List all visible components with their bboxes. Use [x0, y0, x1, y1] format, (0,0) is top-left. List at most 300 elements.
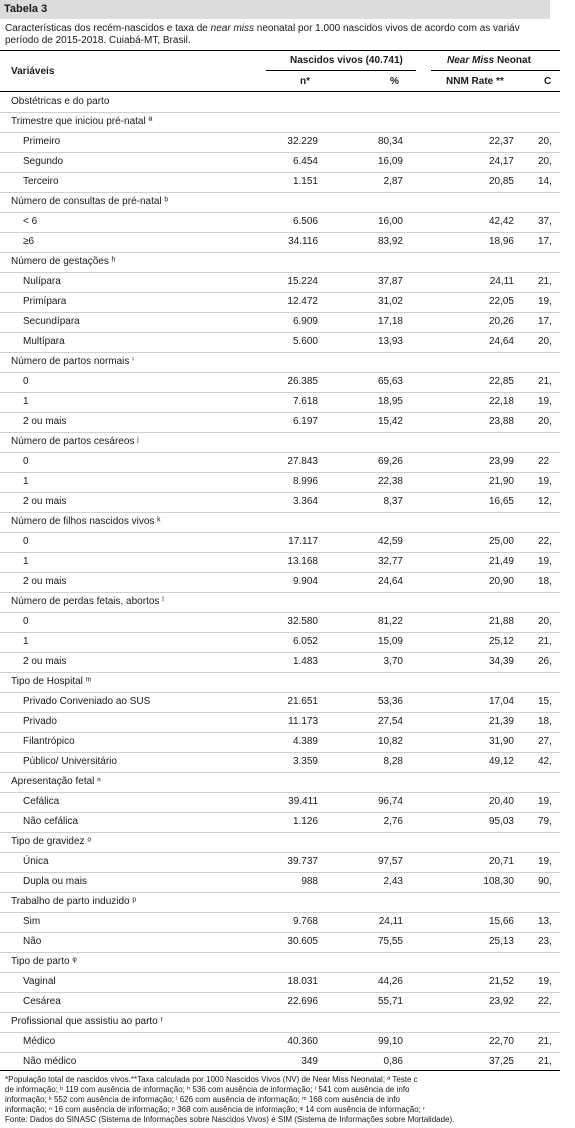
cell-nnm-rate: 20,26 [488, 316, 514, 327]
table-label: Tabela 3 [0, 0, 550, 19]
table-row [0, 372, 560, 392]
caption-text-3: período de 2015-2018. Cuiabá-MT, Brasil. [5, 35, 191, 46]
caption-text-italic: near miss [210, 23, 255, 34]
cell-n: 349 [301, 1056, 318, 1067]
table-row [0, 492, 560, 512]
header-near-miss-italic: Near Miss [447, 55, 495, 66]
cell-last: 21, [538, 1036, 552, 1047]
cell-nnm-rate: 22,18 [488, 396, 514, 407]
section-label: Número de perdas fetais, abortos ˡ [11, 596, 164, 607]
header-pct: % [390, 76, 399, 87]
row-divider [0, 772, 560, 773]
row-divider [0, 532, 560, 533]
row-label: Não cefálica [23, 816, 79, 827]
table-row [0, 1052, 560, 1072]
cell-nnm-rate: 22,70 [488, 1036, 514, 1047]
row-label: 1 [23, 556, 29, 567]
table-row [0, 412, 560, 432]
cell-last: 19, [538, 796, 552, 807]
row-label: 1 [23, 476, 29, 487]
section-row [0, 192, 560, 212]
cell-pct: 31,02 [377, 296, 403, 307]
cell-pct: 0,86 [383, 1056, 403, 1067]
cell-last: 20, [538, 336, 552, 347]
row-label: 0 [23, 536, 29, 547]
cell-n: 39.411 [288, 796, 318, 807]
cell-last: 22 [538, 456, 550, 467]
row-divider [0, 592, 560, 593]
table-row [0, 932, 560, 952]
cell-last: 21, [538, 376, 552, 387]
row-divider [0, 272, 560, 273]
cell-nnm-rate: 23,99 [488, 456, 514, 467]
cell-last: 22, [538, 536, 552, 547]
cell-n: 32.229 [287, 136, 318, 147]
section-label: Número de partos normais ⁱ [11, 356, 134, 367]
cell-n: 9.904 [292, 576, 318, 587]
section-row [0, 92, 560, 112]
section-label: Número de consultas de pré-natal ᵇ [11, 196, 169, 207]
row-label: 1 [23, 396, 29, 407]
row-divider [0, 952, 560, 953]
table-row [0, 172, 560, 192]
cell-last: 18, [538, 716, 552, 727]
table-caption [5, 23, 575, 47]
header-nnm-rate: NNM Rate ** [446, 76, 504, 87]
row-divider [0, 572, 560, 573]
table-row [0, 392, 560, 412]
cell-pct: 80,34 [377, 136, 403, 147]
cell-n: 9.768 [292, 916, 318, 927]
cell-pct: 8,37 [383, 496, 403, 507]
cell-nnm-rate: 24,11 [489, 276, 514, 287]
table-row [0, 532, 560, 552]
row-divider [0, 432, 560, 433]
row-label: 0 [23, 616, 29, 627]
cell-nnm-rate: 20,90 [488, 576, 514, 587]
table-footnotes: *População total de nascidos vivos.**Taxa calculada por 1000 Nascidos Vivos (NV) de Near Miss Neonatal; ª Teste c de informação; ᵇ 119 com ausência de informação; ʰ 536 com ausência de informação; ⁱ 541 com ausência de info informação; ᵏ 552 com ausência de informação; ˡ 626 com ausência de informação; ᵐ 168 com ausência de info informação; ⁿ 16 com ausência de informação; ᵖ 368 com ausência de informação; ᵠ 14 com ausência de informação; ʳ Fonte: Dados do SINASC (Sistema de Informações sobre Nascidos Vivos) e SIM (Sistema de Informações sobre Mortalidade). [5, 1075, 455, 1124]
cell-pct: 10,82 [377, 736, 403, 747]
row-label: Primípara [23, 296, 67, 307]
cell-pct: 24,64 [377, 576, 403, 587]
row-divider [0, 732, 560, 733]
cell-n: 13.168 [287, 556, 318, 567]
cell-n: 3.364 [292, 496, 318, 507]
cell-nnm-rate: 31,90 [488, 736, 514, 747]
cell-pct: 16,09 [377, 156, 403, 167]
row-divider [0, 372, 560, 373]
table-row [0, 852, 560, 872]
row-divider [0, 832, 560, 833]
table-row [0, 812, 560, 832]
section-row [0, 112, 560, 132]
cell-last: 23, [538, 936, 552, 947]
cell-pct: 99,10 [377, 1036, 403, 1047]
table-row [0, 312, 560, 332]
table-row [0, 912, 560, 932]
row-label: ≥6 [23, 236, 35, 247]
table-row [0, 752, 560, 772]
cell-pct: 69,26 [377, 456, 403, 467]
cell-last: 19, [538, 296, 552, 307]
cell-last: 19, [538, 856, 552, 867]
cell-n: 6.909 [292, 316, 318, 327]
table-row [0, 972, 560, 992]
row-divider [0, 1012, 560, 1013]
cell-pct: 2,43 [383, 876, 403, 887]
row-label: Cesárea [23, 996, 61, 1007]
table-row [0, 552, 560, 572]
section-label: Número de gestações ʰ [11, 256, 116, 267]
cell-pct: 27,54 [377, 716, 403, 727]
row-label: Privado [23, 716, 57, 727]
row-label: < 6 [23, 216, 38, 227]
row-divider [0, 712, 560, 713]
row-divider [0, 752, 560, 753]
cell-nnm-rate: 20,85 [488, 176, 514, 187]
row-label: 0 [23, 456, 29, 467]
row-divider [0, 512, 560, 513]
cell-last: 19, [538, 396, 552, 407]
cell-nnm-rate: 16,65 [488, 496, 514, 507]
cell-pct: 55,71 [377, 996, 403, 1007]
row-label: Terceiro [23, 176, 59, 187]
cell-pct: 97,57 [377, 856, 403, 867]
cell-pct: 22,38 [377, 476, 403, 487]
section-label: Apresentação fetal ⁿ [11, 776, 101, 787]
header-near-miss [447, 55, 531, 66]
cell-last: 17, [538, 236, 552, 247]
cell-pct: 37,87 [377, 276, 403, 287]
cell-nnm-rate: 24,64 [488, 336, 514, 347]
table-row [0, 732, 560, 752]
row-label: Médico [23, 1036, 56, 1047]
row-divider [0, 552, 560, 553]
cell-last: 21, [538, 1056, 552, 1067]
row-label: 2 ou mais [23, 656, 67, 667]
cell-pct: 3,70 [383, 656, 403, 667]
caption-text-2: neonatal por 1.000 nascidos vivos de acordo com as variáv [254, 23, 520, 34]
cell-pct: 2,87 [383, 176, 403, 187]
cell-n: 21.651 [287, 696, 318, 707]
cell-last: 20, [538, 136, 552, 147]
cell-pct: 53,36 [377, 696, 403, 707]
row-divider [0, 112, 560, 113]
row-label: Nulípara [23, 276, 61, 287]
section-label: Profissional que assistiu ao parto ʳ [11, 1016, 163, 1027]
cell-n: 32.580 [287, 616, 318, 627]
cell-nnm-rate: 95,03 [488, 816, 514, 827]
row-divider [0, 392, 560, 393]
cell-n: 22.696 [287, 996, 318, 1007]
row-divider [0, 972, 560, 973]
cell-nnm-rate: 49,12 [488, 756, 514, 767]
row-divider [0, 852, 560, 853]
row-divider [0, 1052, 560, 1053]
cell-pct: 15,09 [377, 636, 403, 647]
cell-nnm-rate: 20,71 [488, 856, 514, 867]
header-near-miss-rest: Neonat [494, 55, 531, 66]
cell-pct: 18,95 [377, 396, 403, 407]
cell-nnm-rate: 108,30 [483, 876, 514, 887]
cell-n: 988 [301, 876, 318, 887]
section-label: Tipo de parto ᵠ [11, 956, 77, 967]
section-label: Número de partos cesáreos ʲ [11, 436, 139, 447]
cell-pct: 83,92 [377, 236, 403, 247]
row-divider [0, 152, 560, 153]
cell-pct: 15,42 [377, 416, 403, 427]
row-divider [0, 492, 560, 493]
cell-pct: 96,74 [377, 796, 403, 807]
table-row [0, 232, 560, 252]
row-label: Secundípara [23, 316, 80, 327]
cell-nnm-rate: 21,88 [488, 616, 514, 627]
cell-pct: 32,77 [377, 556, 403, 567]
section-row [0, 772, 560, 792]
cell-nnm-rate: 25,13 [488, 936, 514, 947]
table-row [0, 712, 560, 732]
cell-last: 79, [538, 816, 552, 827]
cell-nnm-rate: 25,12 [488, 636, 514, 647]
header-underline-nascidos [266, 70, 416, 71]
row-divider [0, 192, 560, 193]
cell-nnm-rate: 15,66 [488, 916, 514, 927]
row-label: Dupla ou mais [23, 876, 87, 887]
cell-last: 17, [538, 316, 552, 327]
cell-n: 11.173 [288, 716, 318, 727]
cell-last: 19, [538, 476, 552, 487]
row-divider [0, 132, 560, 133]
section-row [0, 592, 560, 612]
table-row [0, 1032, 560, 1052]
cell-n: 27.843 [287, 456, 318, 467]
section-label: Tipo de Hospital ᵐ [11, 676, 92, 687]
row-label: Única [23, 856, 49, 867]
table-row [0, 332, 560, 352]
section-row [0, 672, 560, 692]
cell-pct: 65,63 [377, 376, 403, 387]
row-label: 2 ou mais [23, 576, 67, 587]
cell-nnm-rate: 23,92 [488, 996, 514, 1007]
table-row [0, 472, 560, 492]
row-label: 2 ou mais [23, 416, 67, 427]
cell-last: 19, [538, 556, 552, 567]
cell-n: 18.031 [287, 976, 318, 987]
cell-n: 1.151 [292, 176, 318, 187]
cell-n: 34.116 [288, 236, 318, 247]
section-label: Obstétricas e do parto [11, 96, 110, 107]
cell-nnm-rate: 21,90 [488, 476, 514, 487]
row-divider [0, 672, 560, 673]
row-label: Não [23, 936, 42, 947]
cell-n: 1.483 [292, 656, 318, 667]
cell-pct: 24,11 [378, 916, 403, 927]
section-row [0, 952, 560, 972]
row-divider [0, 312, 560, 313]
cell-n: 15.224 [287, 276, 318, 287]
cell-last: 12, [538, 496, 552, 507]
table-row [0, 292, 560, 312]
section-label: Número de filhos nascidos vivos ᵏ [11, 516, 161, 527]
section-row [0, 892, 560, 912]
cell-pct: 17,18 [377, 316, 403, 327]
row-divider [0, 332, 560, 333]
header-variables: Variáveis [11, 66, 55, 77]
cell-last: 21, [538, 276, 552, 287]
row-divider [0, 352, 560, 353]
cell-last: 13, [538, 916, 552, 927]
table-row [0, 652, 560, 672]
cell-n: 17.117 [288, 536, 318, 547]
cell-n: 6.052 [292, 636, 318, 647]
header-underline-nearmiss [431, 70, 560, 71]
table-top-rule [0, 50, 560, 51]
cell-last: 26, [538, 656, 552, 667]
table-bottom-rule [0, 1070, 560, 1071]
table-row [0, 452, 560, 472]
cell-nnm-rate: 23,88 [488, 416, 514, 427]
row-divider [0, 932, 560, 933]
cell-n: 30.605 [287, 936, 318, 947]
section-label: Trimestre que iniciou pré-natal ª [11, 116, 153, 127]
cell-last: 27, [538, 736, 552, 747]
row-divider [0, 252, 560, 253]
cell-last: 22, [538, 996, 552, 1007]
cell-n: 7.618 [292, 396, 318, 407]
cell-nnm-rate: 37,25 [488, 1056, 514, 1067]
table-row [0, 692, 560, 712]
cell-last: 19, [538, 976, 552, 987]
table-row [0, 272, 560, 292]
cell-last: 90, [538, 876, 552, 887]
section-label: Tipo de gravidez ᵒ [11, 836, 92, 847]
header-last-col: C [544, 76, 552, 87]
row-label: Vaginal [23, 976, 56, 987]
cell-n: 12.472 [287, 296, 318, 307]
row-divider [0, 612, 560, 613]
row-label: Público/ Universitário [23, 756, 117, 767]
table-row [0, 572, 560, 592]
row-divider [0, 792, 560, 793]
row-divider [0, 172, 560, 173]
row-label: 0 [23, 376, 29, 387]
cell-last: 20, [538, 416, 552, 427]
cell-nnm-rate: 34,39 [488, 656, 514, 667]
row-label: Sim [23, 916, 41, 927]
header-nascidos-vivos: Nascidos vivos (40.741) [290, 55, 403, 66]
cell-n: 40.360 [287, 1036, 318, 1047]
cell-n: 6.454 [292, 156, 318, 167]
cell-nnm-rate: 22,85 [488, 376, 514, 387]
section-row [0, 1012, 560, 1032]
cell-last: 37, [538, 216, 552, 227]
cell-pct: 13,93 [377, 336, 403, 347]
cell-last: 21, [538, 636, 552, 647]
cell-nnm-rate: 22,37 [488, 136, 514, 147]
cell-n: 3.359 [292, 756, 318, 767]
row-label: Filantrópico [23, 736, 75, 747]
cell-n: 8.996 [292, 476, 318, 487]
cell-last: 20, [538, 616, 552, 627]
cell-pct: 8,28 [383, 756, 403, 767]
cell-pct: 42,59 [377, 536, 403, 547]
section-row [0, 252, 560, 272]
cell-nnm-rate: 17,04 [488, 696, 514, 707]
caption-text-1: Características dos recém-nascidos e taxa de [5, 23, 211, 34]
row-label: Segundo [23, 156, 64, 167]
cell-nnm-rate: 21,52 [488, 976, 514, 987]
cell-last: 14, [538, 176, 552, 187]
row-divider [0, 652, 560, 653]
row-label: Não médico [23, 1056, 77, 1067]
cell-nnm-rate: 25,00 [488, 536, 514, 547]
cell-n: 6.197 [292, 416, 318, 427]
table-row [0, 212, 560, 232]
table-row [0, 792, 560, 812]
row-divider [0, 292, 560, 293]
cell-nnm-rate: 21,39 [488, 716, 514, 727]
table-row [0, 612, 560, 632]
section-label: Trabalho de parto induzido ᵖ [11, 896, 137, 907]
row-divider [0, 892, 560, 893]
row-divider [0, 472, 560, 473]
section-row [0, 432, 560, 452]
row-divider [0, 872, 560, 873]
row-label: Cefálica [23, 796, 60, 807]
cell-last: 42, [538, 756, 552, 767]
cell-pct: 81,22 [377, 616, 403, 627]
row-label: Multípara [23, 336, 65, 347]
row-divider [0, 232, 560, 233]
row-divider [0, 692, 560, 693]
row-label: Primeiro [23, 136, 61, 147]
header-n: n* [300, 76, 310, 87]
row-label: Privado Conveniado ao SUS [23, 696, 151, 707]
table-row [0, 872, 560, 892]
cell-nnm-rate: 22,05 [488, 296, 514, 307]
cell-last: 18, [538, 576, 552, 587]
cell-nnm-rate: 21,49 [488, 556, 514, 567]
section-row [0, 512, 560, 532]
section-row [0, 352, 560, 372]
row-divider [0, 632, 560, 633]
row-divider [0, 912, 560, 913]
row-divider [0, 452, 560, 453]
cell-n: 4.389 [292, 736, 318, 747]
cell-pct: 75,55 [377, 936, 403, 947]
row-label: 2 ou mais [23, 496, 67, 507]
row-label: 1 [23, 636, 29, 647]
cell-n: 39.737 [287, 856, 318, 867]
row-divider [0, 1032, 560, 1033]
row-divider [0, 212, 560, 213]
table-row [0, 152, 560, 172]
row-divider [0, 812, 560, 813]
section-row [0, 832, 560, 852]
row-divider [0, 412, 560, 413]
cell-n: 1.126 [292, 816, 318, 827]
table-row [0, 132, 560, 152]
row-divider [0, 992, 560, 993]
cell-n: 5.600 [292, 336, 318, 347]
cell-pct: 2,76 [383, 816, 403, 827]
cell-nnm-rate: 20,40 [488, 796, 514, 807]
table-row [0, 632, 560, 652]
cell-pct: 16,00 [377, 216, 403, 227]
cell-last: 20, [538, 156, 552, 167]
cell-nnm-rate: 18,96 [488, 236, 514, 247]
cell-last: 15, [538, 696, 552, 707]
